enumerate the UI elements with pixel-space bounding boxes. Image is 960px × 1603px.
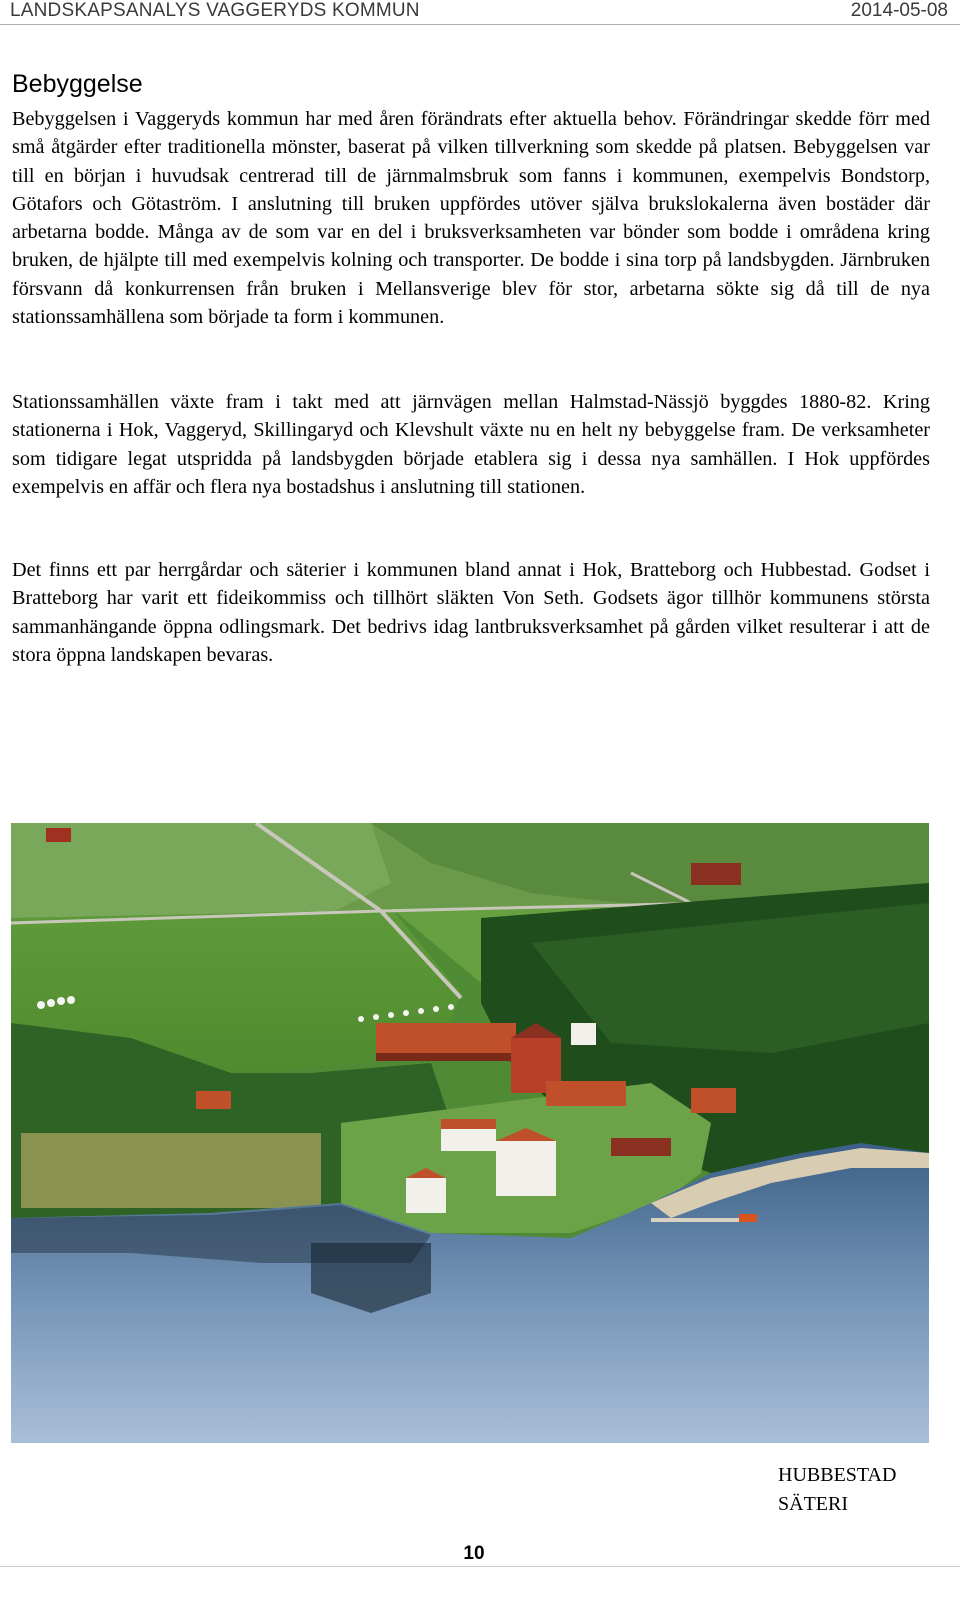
paragraph-station-towns: Stationssamhällen växte fram i takt med att järnvägen mellan Halmstad-Nässjö byggdes 1880-82. Kring stationerna i Hok, Vaggeryd, Skillingaryd och Klevshult växte nu en helt ny bebyggelse fram. De verksamheter som tidigare legat utspridda på landsbygden började etablera sig i dessa nya samhällen. I Hok uppfördes exempelvis en affär och flera nya bostadshus i anslutning till stationen. xyxy=(12,391,930,498)
document-date: 2014-05-08 xyxy=(850,0,948,21)
page-number: 10 xyxy=(463,1543,485,1564)
paragraph-manors: Det finns ett par herrgårdar och säterier i kommunen bland annat i Hok, Bratteborg och Hubbestad. Godset i Bratteborg har varit ett fideikommiss och tillhört släkten Von Seth. Godsets ägor tillhör kommunens största sammanhängande öppna odlingsmark. Det bedrivs idag lantbruksverksamhet på gården vilket resulterar i att de stora öppna landskapen bevaras. xyxy=(12,559,930,666)
footer-divider xyxy=(0,1566,960,1567)
section-heading: Bebyggelse xyxy=(12,70,143,98)
figure-caption xyxy=(778,1461,896,1519)
page-header xyxy=(0,0,960,25)
caption-line: HUBBESTAD xyxy=(778,1464,897,1486)
caption-line: SÄTERI xyxy=(778,1493,848,1515)
aerial-photo-hubbestad xyxy=(11,823,929,1443)
paragraph-buildings-history: Bebyggelsen i Vaggeryds kommun har med åren förändrats efter aktuella behov. Förändringar skedde förr med små åtgärder efter traditionella mönster, baserat på vilken tillverkning som skedde på platsen. Bebyggelsen var till en början i huvudsak centrerad till de järnmalmsbruk som fanns i kommunen, exempelvis Bondstorp, Götafors och Götaström. I anslutning till bruken uppfördes utöver själva brukslokalerna även bostäder där arbetarna bodde. Många av de som var en del i bruksverksamheten var bönder som bodde i områdena kring bruken, de hjälpte till med exempelvis kolning och transporter. De bodde i sina torp på landsbygden. Järnbruken försvann då konkurrensen från bruken i Mellansverige blev för stor, arbetarna sökte sig då till de nya stationssamhällena som började ta form i kommunen. xyxy=(12,108,930,329)
document-title: LANDSKAPSANALYS VAGGERYDS KOMMUN xyxy=(10,0,420,21)
